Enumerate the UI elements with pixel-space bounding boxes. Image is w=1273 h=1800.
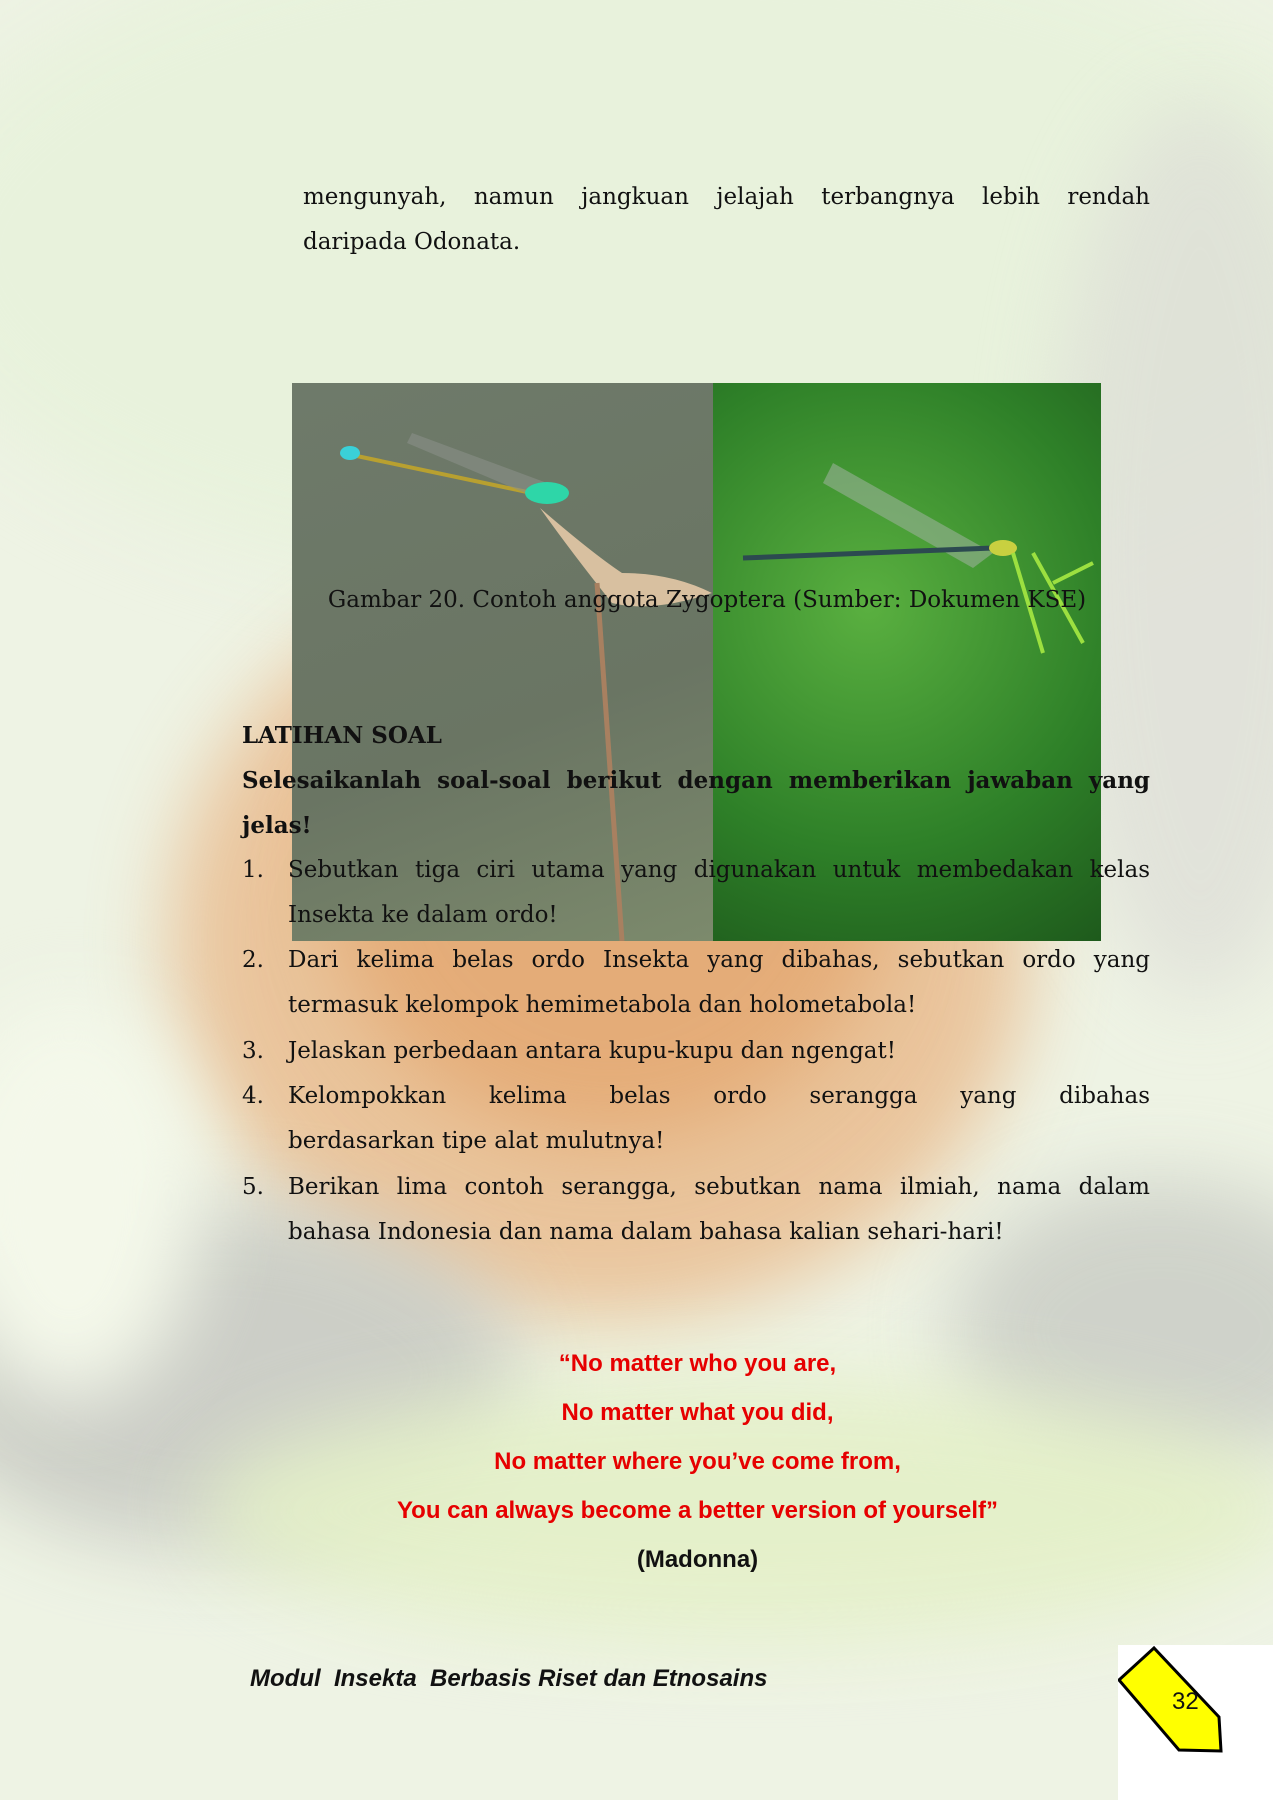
- question-text: berdasarkan tipe alat mulutnya!: [288, 1128, 665, 1154]
- exercise-heading: LATIHAN SOAL: [242, 722, 442, 749]
- question-number: 1.: [242, 857, 264, 883]
- body-text-line: mengunyah, namun jangkuan jelajah terbangnya lebih rendah: [303, 184, 1150, 210]
- question-text: bahasa Indonesia dan nama dalam bahasa kalian sehari-hari!: [288, 1219, 1004, 1245]
- exercise-instruction: Selesaikanlah soal-soal berikut dengan memberikan jawaban yang: [242, 767, 1150, 794]
- pencil-tag-icon: [1118, 1645, 1273, 1800]
- question-text: Dari kelima belas ordo Insekta yang dibahas, sebutkan ordo yang: [288, 947, 1150, 973]
- page-number-badge: [1118, 1645, 1273, 1800]
- question-text: Insekta ke dalam ordo!: [288, 902, 558, 928]
- quote-line: No matter where you’ve come from,: [494, 1448, 901, 1475]
- question-number: 2.: [242, 947, 264, 973]
- question-number: 4.: [242, 1083, 264, 1109]
- quote-line: No matter what you did,: [561, 1399, 834, 1426]
- question-text: termasuk kelompok hemimetabola dan holometabola!: [288, 992, 917, 1018]
- figure-caption: Gambar 20. Contoh anggota Zygoptera (Sumber: Dokumen KSE): [327, 587, 1087, 613]
- question-text: Jelaskan perbedaan antara kupu-kupu dan ngengat!: [288, 1038, 897, 1064]
- page-number: 32: [1172, 1688, 1199, 1715]
- footer-title: Modul Insekta Berbasis Riset dan Etnosains: [250, 1665, 768, 1692]
- exercise-instruction: jelas!: [242, 812, 312, 839]
- quote-line: You can always become a better version of yourself”: [396, 1497, 999, 1524]
- question-text: Kelompokkan kelima belas ordo serangga yang dibahas: [288, 1083, 1150, 1109]
- quote-line: “No matter who you are,: [558, 1350, 837, 1377]
- question-number: 3.: [242, 1038, 264, 1064]
- question-text: Berikan lima contoh serangga, sebutkan nama ilmiah, nama dalam: [288, 1174, 1150, 1200]
- body-text-line: daripada Odonata.: [303, 229, 521, 255]
- question-number: 5.: [242, 1174, 264, 1200]
- question-text: Sebutkan tiga ciri utama yang digunakan untuk membedakan kelas: [288, 857, 1150, 883]
- quote-author: (Madonna): [636, 1546, 759, 1573]
